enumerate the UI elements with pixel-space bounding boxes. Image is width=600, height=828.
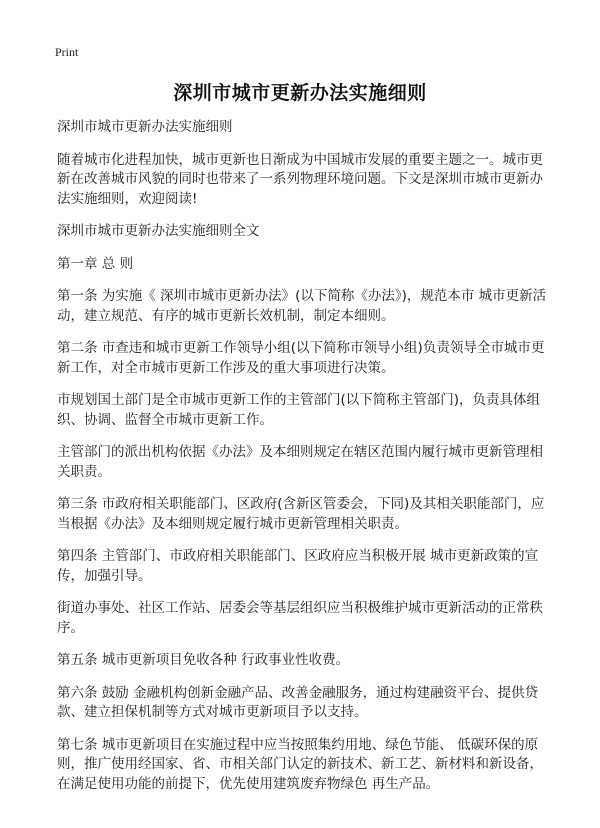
article-1-paragraph: 第一条 为实施《 深圳市城市更新办法》(以下简称《办法》)，规范本市 城市更新活动，建立规范、有序的城市更新长效机制，制定本细则。 [57, 288, 547, 324]
article-7-paragraph: 第七条 城市更新项目在实施过程中应当按照集约用地、绿色节能、 低碳环保的原则，推广使用经国家、省、市相关部门认定的新技术、新工艺、新材料和新设备，在满足使用功能的前提下，优先使用建筑废弃物绿色 再生产品。 [57, 736, 543, 792]
article-2-clause-3: 主管部门的派出机构依据《办法》及本细则规定在辖区范围内履行城市更新管理相关职责。 [57, 444, 543, 480]
chapter-heading: 第一章 总 则 [57, 255, 134, 272]
page-title: 深圳市城市更新办法实施细则 [173, 82, 427, 104]
intro-paragraph: 随着城市化进程加快，城市更新也日渐成为中国城市发展的重要主题之一。城市更新在改善城市风貌的同时也带来了一系列物理环境问题。下文是深圳市城市更新办法实施细则，欢迎阅读! [57, 151, 543, 207]
document-body [57, 118, 555, 807]
article-5-paragraph: 第五条 城市更新项目免收各种 行政事业性收费。 [57, 652, 350, 668]
article-4-paragraph: 第四条 主管部门、市政府相关职能部门、区政府应当积极开展 城市更新政策的宣传，加强引导。 [57, 548, 539, 584]
article-2-clause-2: 市规划国土部门是全市城市更新工作的主管部门(以下简称主管部门)，负责具体组织、协调、监督全市城市更新工作。 [57, 392, 541, 428]
article-6-paragraph: 第六条 鼓励 金融机构创新金融产品、改善金融服务，通过构建融资平台、提供贷款、建立担保机制等方式对城市更新项目予以支持。 [57, 684, 539, 720]
article-2-paragraph: 第二条 市查违和城市更新工作领导小组(以下简称市领导小组)负责领导全市城市更新工作，对全市城市更新工作涉及的重大事项进行决策。 [57, 340, 545, 376]
article-4-clause-2: 街道办事处、社区工作站、居委会等基层组织应当积极维护城市更新活动的正常秩序。 [57, 600, 543, 636]
article-3-paragraph: 第三条 市政府相关职能部门、区政府(含新区管委会，下同)及其相关职能部门，应当根据《办法》及本细则规定履行城市更新管理相关职责。 [57, 496, 545, 532]
print-label: Print [55, 45, 79, 59]
fulltext-heading: 深圳市城市更新办法实施细则全文 [57, 223, 260, 239]
subtitle-paragraph: 深圳市城市更新办法实施细则 [57, 119, 233, 135]
